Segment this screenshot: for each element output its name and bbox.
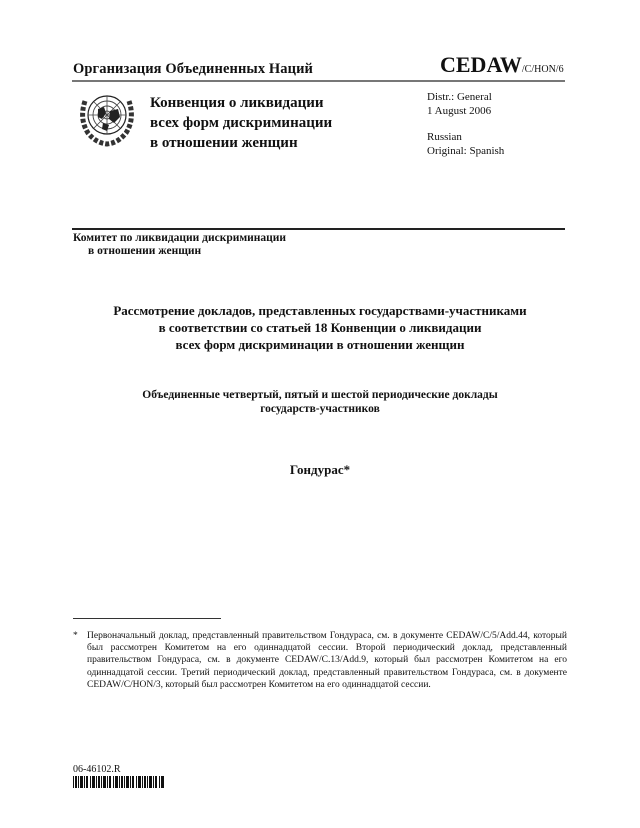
language: Russian [427,131,462,143]
committee-line: в отношении женщин [88,245,202,257]
distribution-block [427,90,504,158]
convention-title-line: всех форм дискриминации [150,115,333,131]
country-name: Гондурас* [289,462,351,477]
subtitle-line: Объединенные четвертый, пятый и шестой периодические доклады [142,389,498,401]
committee-name [73,232,286,258]
header-divider [72,228,565,230]
subtitle-line: государств-участников [260,403,380,415]
title-line: всех форм дискриминации в отношении женщин [175,337,465,352]
document-subtitle [72,388,568,416]
organization-name: Организация Объединенных Наций [73,61,313,77]
document-symbol-main: CEDAW [440,52,522,77]
title-line: в соответствии со статьей 18 Конвенции о ликвидации [158,320,482,335]
convention-title [150,93,332,153]
footnote-mark: * [73,631,78,641]
convention-title-line: в отношении женщин [150,135,298,151]
un-emblem-icon [76,87,138,147]
footnote-rule [73,618,221,619]
footnote-text: Первоначальный доклад, представленный правительством Гондураса, см. в документе CEDAW/C/5/Add.44, который был рассмотрен Комитетом на его одиннадцатой сессии. Второй периодический доклад, представленный правительством Гондураса, см. в документе CEDAW/C.13/Add.9, который был рассмотрен Комитетом на его одиннадцатой сессии. Третий периодический доклад, представленный правительством Гондураса, см. в документе CEDAW/C/HON/3, который был рассмотрен Комитетом на его одиннадцатой сессии. [87,631,567,690]
title-line: Рассмотрение докладов, представленных государствами-участниками [113,303,527,318]
job-number: 06-46102.R [73,764,121,775]
convention-title-line: Конвенция о ликвидации [150,95,324,111]
original-language: Original: Spanish [427,145,505,157]
distribution: Distr.: General [427,91,492,103]
committee-line: Комитет по ликвидации дискриминации [73,232,287,244]
document-symbol-suffix: /C/HON/6 [521,64,564,75]
footnote [73,630,567,691]
document-title [72,302,568,353]
document-symbol [440,52,564,78]
header-rule [72,80,565,82]
barcode-icon [73,775,165,787]
date: 1 August 2006 [427,105,492,117]
